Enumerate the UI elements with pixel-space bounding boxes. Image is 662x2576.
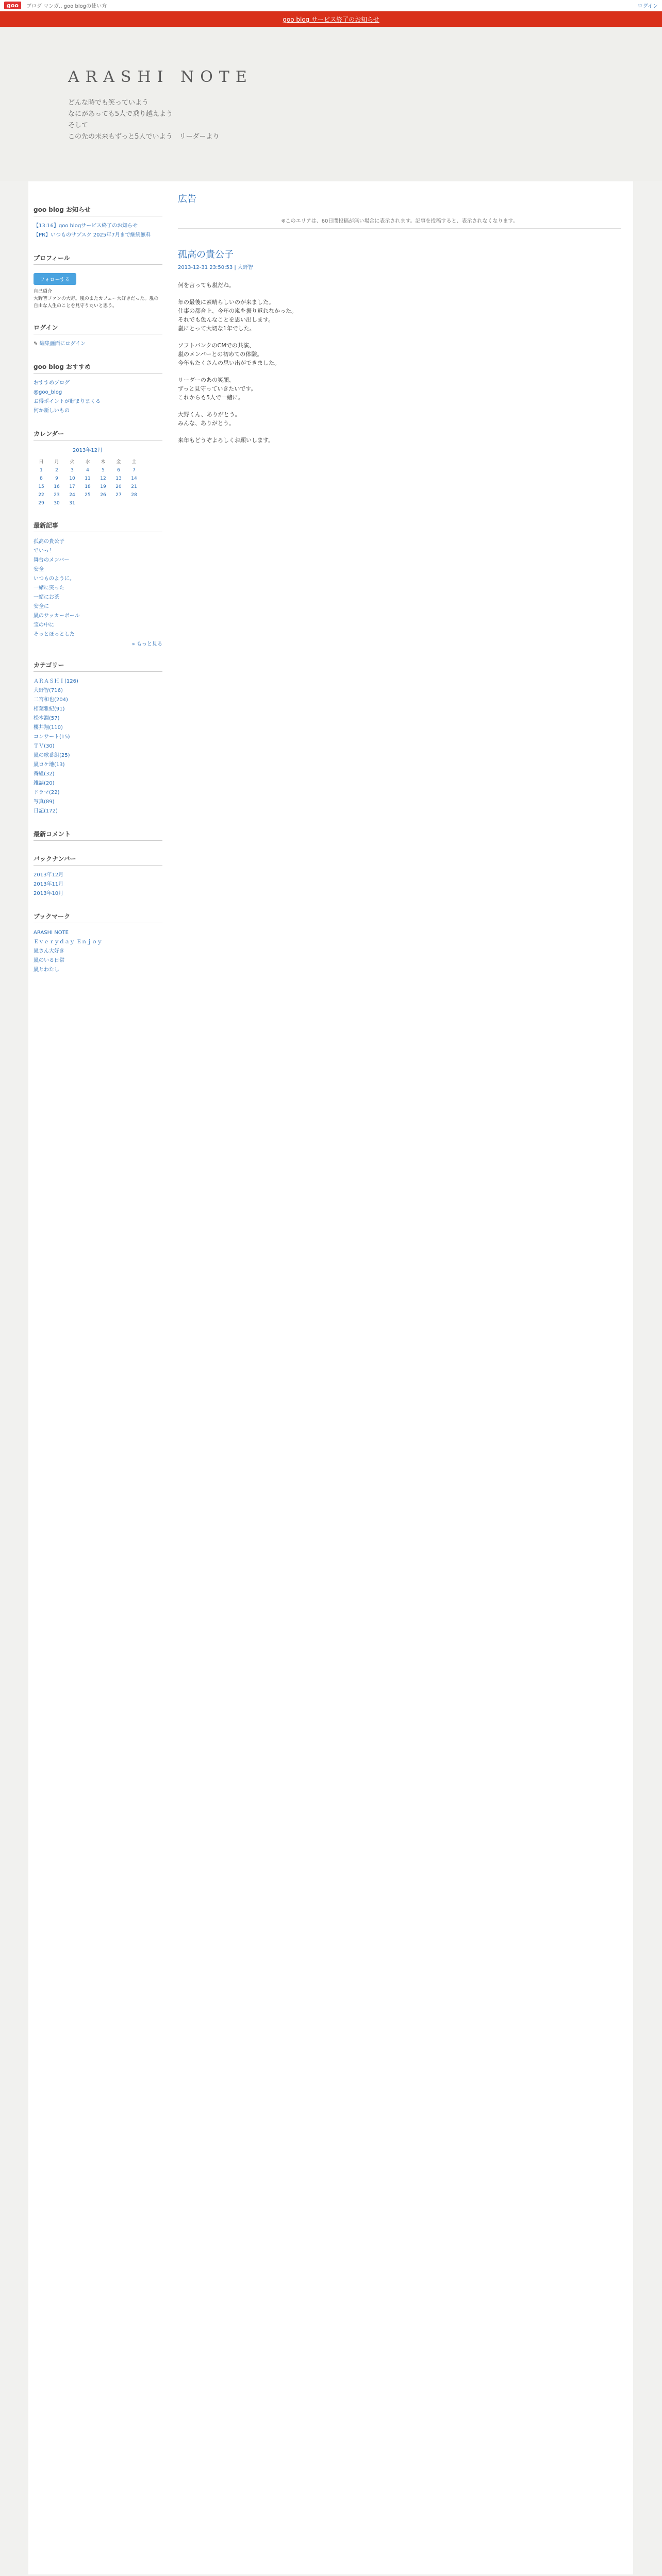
recommend-item[interactable]: おすすめブログ [34, 380, 70, 386]
calendar-day[interactable]: 5 [102, 468, 105, 473]
login-heading: ログイン [34, 321, 162, 334]
bookmark-heading: ブックマーク [34, 910, 162, 923]
backnumber-heading: バックナンバー [34, 852, 162, 866]
weekday-label: 水 [85, 460, 90, 465]
calendar-heading: カレンダー [34, 427, 162, 440]
category-link[interactable]: ＡＲＡＳＨＩ(126) [34, 679, 78, 684]
recent-post-link[interactable]: 嵐のサッカーボール [34, 613, 80, 619]
calendar-day[interactable]: 12 [100, 476, 106, 481]
weekday-label: 木 [101, 460, 106, 465]
bookmark-link[interactable]: ARASHI NOTE [34, 930, 69, 936]
weekday-label: 土 [131, 460, 137, 465]
edit-icon: ✎ [34, 341, 40, 347]
bookmark-link[interactable]: 嵐とわたし [34, 967, 59, 973]
calendar-day[interactable] [111, 499, 126, 507]
calendar-day[interactable]: 10 [69, 476, 75, 481]
notice-item[interactable]: 【PR】いつものサブスク 2025年7月まで継続無料 [34, 232, 151, 238]
notice-link[interactable]: goo blog サービス終了のお知らせ [283, 15, 379, 23]
header-line: この先の未来もずっと5人でいよう リーダーより [68, 133, 220, 141]
goo-logo[interactable]: goo [4, 2, 21, 9]
calendar-day[interactable]: 11 [85, 476, 91, 481]
category-link[interactable]: 雑誌(20) [34, 781, 55, 786]
category-link[interactable]: 写真(89) [34, 799, 55, 805]
category-link[interactable]: 嵐の歌番組(25) [34, 753, 70, 758]
category-link[interactable]: コンサート(15) [34, 734, 70, 740]
category-heading: カテゴリー [34, 658, 162, 672]
header-line: どんな時でも笑っていよう [68, 99, 149, 107]
weekday-label: 日 [39, 460, 44, 465]
follow-button[interactable]: フォローする [34, 273, 76, 285]
weekday-label: 火 [70, 460, 75, 465]
header-line: そして [68, 122, 89, 129]
calendar-day[interactable]: 6 [117, 468, 120, 473]
post-paragraph: 来年もどうぞよろしくお願いします。 [178, 437, 274, 444]
category-link[interactable]: 松本潤(57) [34, 716, 60, 721]
header-line: なにがあっても5人で乗り越えよう [68, 110, 173, 118]
recent-post-link[interactable]: 安全に [34, 604, 49, 609]
calendar-day[interactable]: 17 [69, 484, 75, 489]
recommend-item[interactable]: @goo_blog [34, 389, 62, 395]
recent-post-link[interactable]: でいっ！ [34, 548, 54, 554]
top-links[interactable]: ブログ マンガ.. goo blogの使い方 [26, 4, 107, 9]
post-paragraph: 大野くん、ありがとう。 みんな、ありがとう。 [178, 411, 241, 427]
login-link[interactable]: ログイン [637, 4, 658, 9]
notice-bar [0, 11, 662, 27]
category-link[interactable]: 櫻井翔(110) [34, 725, 63, 731]
calendar-day[interactable]: 26 [100, 493, 106, 498]
profile-heading: プロフィール [34, 251, 162, 265]
calendar-day[interactable]: 15 [38, 484, 44, 489]
calendar-day[interactable]: 2 [55, 468, 58, 473]
category-link[interactable]: 大野智(716) [34, 688, 63, 693]
category-link[interactable]: 日記(172) [34, 808, 58, 814]
calendar-day[interactable]: 21 [131, 484, 137, 489]
calendar-day[interactable]: 27 [115, 493, 122, 498]
calendar-day[interactable] [126, 499, 142, 507]
comment-heading: 最新コメント [34, 827, 162, 841]
post-paragraph: ソフトバンクのCMでの共演、 嵐のメンバーとの初めての体験。 今年もたくさんの思い出ができました。 [178, 342, 280, 366]
recent-heading: 最新記事 [34, 519, 162, 532]
bookmark-link[interactable]: Ｅｖｅｒｙｄａｙ Ｅｎｊｏｙ [34, 939, 103, 945]
calendar-day[interactable]: 20 [115, 484, 122, 489]
category-link[interactable]: ドラマ(22) [34, 790, 60, 795]
recent-post-link[interactable]: 一緒にお茶 [34, 595, 59, 600]
recommend-item[interactable]: 何か新しいもの [34, 408, 70, 414]
calendar-day[interactable]: 24 [69, 493, 75, 498]
calendar-day[interactable]: 25 [85, 493, 91, 498]
category-link[interactable]: 二宮和也(204) [34, 697, 68, 703]
bookmark-link[interactable]: 嵐のいる日常 [34, 958, 64, 963]
category-link[interactable]: 嵐ロケ地(13) [34, 762, 65, 768]
profile-text: 自己紹介 大野智ファンの大野。嵐のまたカフェー大好きだった。嵐の自由な人生のことを見守りたいと思う。 [34, 289, 159, 309]
more-link[interactable]: » もっと見る [131, 641, 162, 647]
weekday-label: 月 [54, 460, 59, 465]
backnumber-link[interactable]: 2013年11月 [34, 882, 64, 887]
recommend-heading: goo blog おすすめ [34, 360, 162, 374]
notice-item[interactable]: 【13:16】goo blogサービス終了のお知らせ [34, 223, 138, 229]
notice-heading: goo blog お知らせ [34, 203, 162, 216]
login-edit-link[interactable]: 編集画面にログイン [39, 341, 86, 347]
recent-post-link[interactable]: 舞台のメンバー [34, 557, 70, 563]
sidebar [34, 192, 162, 975]
category-link[interactable]: 番組(32) [34, 771, 55, 777]
calendar-day[interactable]: 29 [38, 501, 44, 506]
calendar-day[interactable]: 31 [69, 501, 75, 506]
recent-post-link[interactable]: そっとほっとした [34, 632, 75, 637]
blog-header [0, 27, 662, 181]
recent-post-link[interactable]: 安全 [34, 567, 44, 572]
category-link[interactable]: ＴＶ(30) [34, 743, 55, 749]
calendar [34, 456, 142, 507]
recent-post-link[interactable]: 宝の中に [34, 622, 54, 628]
calendar-day[interactable]: 9 [55, 476, 58, 481]
calendar-day[interactable]: 28 [131, 493, 137, 498]
post-paragraph: リーダーのあの笑顔、 ずっと見守っていきたいです。 これからも5人で一緒に。 [178, 377, 257, 401]
calendar-day[interactable]: 8 [40, 476, 43, 481]
post-title[interactable]: 孤高の貴公子 [178, 249, 234, 260]
backnumber-link[interactable]: 2013年12月 [34, 872, 64, 878]
calendar-day[interactable] [80, 499, 95, 507]
backnumber-link[interactable]: 2013年10月 [34, 891, 64, 896]
recommend-item[interactable]: お得ポイントが貯まりまくる [34, 399, 101, 404]
blog-title[interactable]: ARASHI NOTE [68, 68, 253, 86]
bookmark-link[interactable]: 嵐さん大好き [34, 948, 64, 954]
recent-post-link[interactable]: いつものように。 [34, 576, 75, 582]
calendar-day[interactable]: 1 [40, 468, 43, 473]
post-body [178, 281, 621, 445]
ad-note: ※このエリアは、60日間投稿が無い場合に表示されます。記事を投稿すると、表示されなくなります。 [178, 212, 621, 229]
calendar-day[interactable]: 14 [131, 476, 137, 481]
ad-title: 広告 [178, 194, 196, 205]
category-link[interactable]: 相葉雅紀(91) [34, 706, 65, 712]
post-meta[interactable]: 2013-12-31 23:50:53 | 大野智 [178, 265, 253, 270]
content-wrap [28, 181, 633, 2574]
calendar-day[interactable]: 18 [85, 484, 91, 489]
calendar-month: 2013年12月 [72, 448, 103, 453]
recent-post-link[interactable]: 孤高の貴公子 [34, 539, 64, 545]
calendar-day[interactable]: 3 [71, 468, 74, 473]
weekday-label: 金 [116, 460, 121, 465]
main-column [178, 192, 621, 453]
calendar-day[interactable]: 7 [133, 468, 136, 473]
calendar-day[interactable]: 13 [115, 476, 122, 481]
top-bar [0, 0, 662, 11]
recent-post-link[interactable]: 一緒に笑った [34, 585, 64, 591]
calendar-day[interactable]: 19 [100, 484, 106, 489]
calendar-day[interactable]: 30 [54, 501, 60, 506]
calendar-day[interactable]: 23 [54, 493, 60, 498]
calendar-day[interactable] [95, 499, 111, 507]
post-paragraph: 年の最後に素晴らしいのが来ました。 仕事の都合上、今年の嵐を振り返れなかった。 それでも色んなことを思い出します。 嵐にとって大切な1年でした。 [178, 299, 297, 332]
calendar-day[interactable]: 16 [54, 484, 60, 489]
calendar-day[interactable]: 4 [86, 468, 89, 473]
post-paragraph: 何を言っても嵐だね。 [178, 282, 235, 289]
calendar-day[interactable]: 22 [38, 493, 44, 498]
